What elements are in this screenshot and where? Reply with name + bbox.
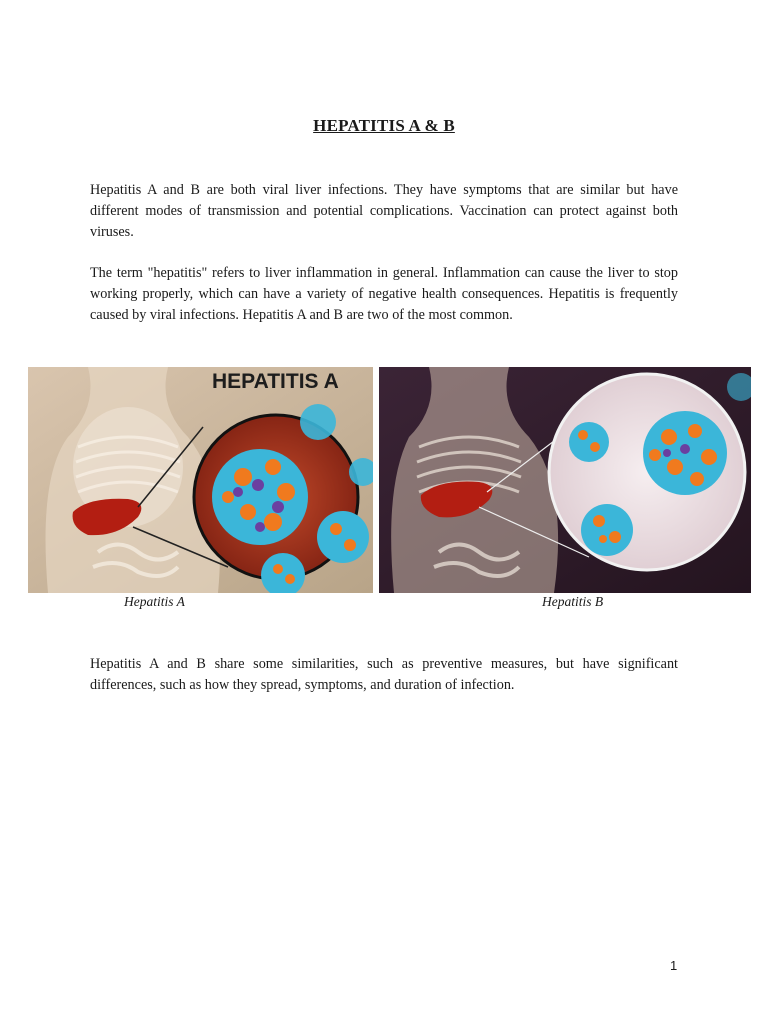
hepatitis-a-illustration [28, 367, 373, 593]
hepatitis-a-overlay-title: HEPATITIS A [212, 370, 339, 393]
hepatitis-b-illustration [379, 367, 751, 593]
hepatitis-a-caption: Hepatitis A [124, 594, 185, 609]
intro-paragraph: Hepatitis A and B are both viral liver infections. They have symptoms that are similar but have different modes of transmission and potential complications. Vaccination can protect against both viruses. [90, 182, 678, 240]
page-number: 1 [670, 958, 678, 973]
hepatitis-b-caption: Hepatitis B [542, 594, 604, 609]
comparison-paragraph: Hepatitis A and B share some similarities, such as preventive measures, but have significant differences, such as how they spread, symptoms, and duration of infection. [90, 656, 678, 693]
document-title: HEPATITIS A & B [313, 116, 455, 135]
definition-paragraph: The term "hepatitis" refers to liver inflammation in general. Inflammation can cause the liver to stop working properly, which can have a variety of negative health consequences. Hepatitis is frequently caused by viral infections. Hepatitis A and B are two of the most common. [90, 265, 678, 323]
